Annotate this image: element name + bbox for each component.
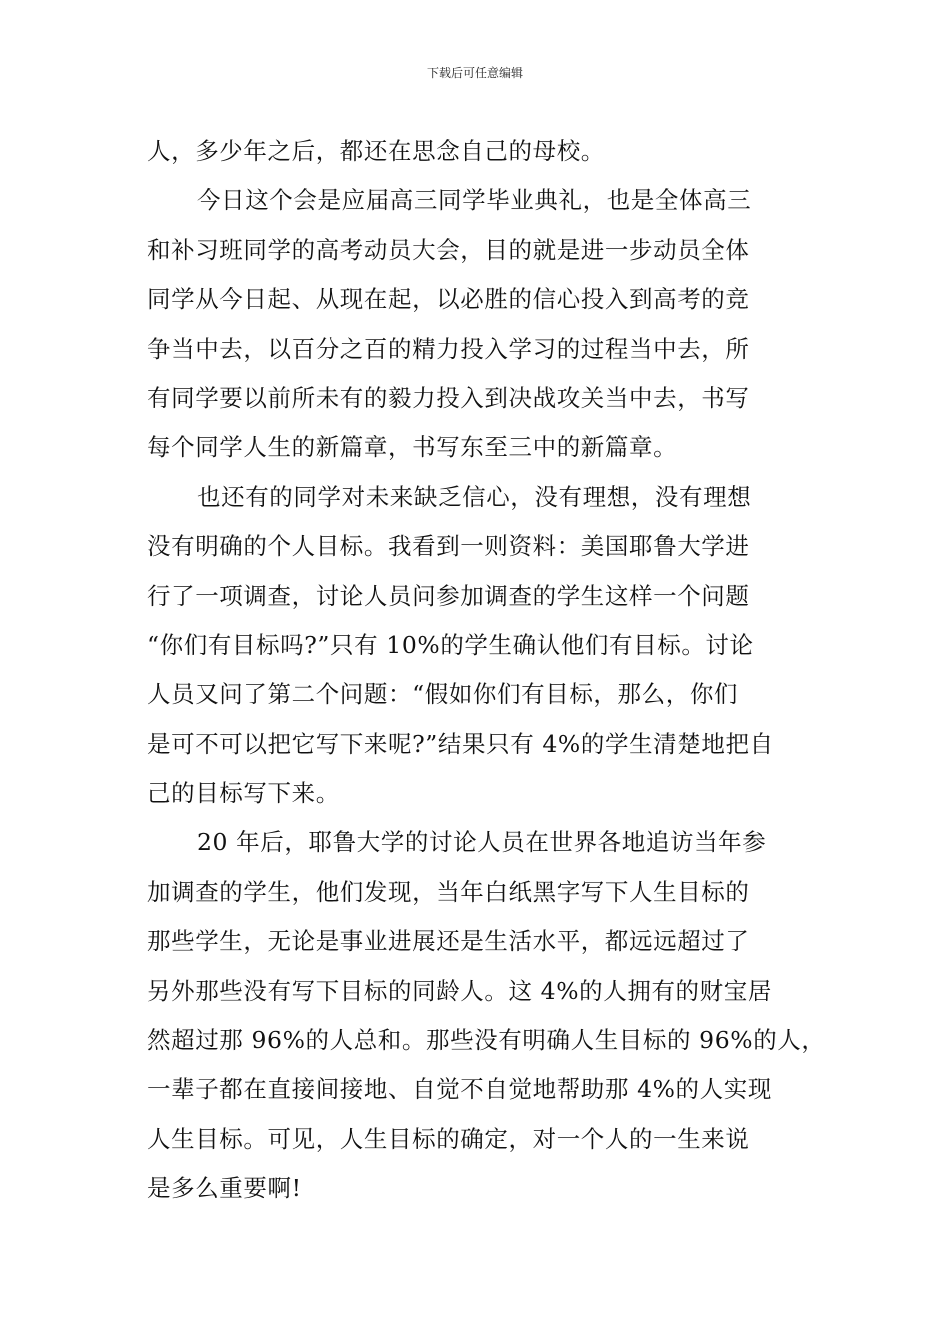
text-line: 人生目标。可见，人生目标的确定，对一个人的一生来说 (147, 1124, 750, 1153)
text-line: 人，多少年之后，都还在思念自己的母校。 (147, 137, 605, 165)
text-line: “你们有目标吗?”只有 10%的学生确认他们有目标。讨论 (147, 630, 754, 659)
text-line: 行了一项调查，讨论人员问参加调查的学生这样一个问题 (147, 581, 750, 610)
text-line: 己的目标写下来。 (147, 779, 340, 808)
text-line: 每个同学人生的新篇章，书写东至三中的新篇章。 (147, 433, 678, 462)
text-line: 没有明确的个人目标。我看到一则资料：美国耶鲁大学进 (147, 532, 750, 561)
paragraph-first-line: 今日这个会是应届高三同学毕业典礼，也是全体高三 (197, 186, 752, 215)
document-body (147, 127, 826, 1214)
text-line: 那些学生，无论是事业进展还是生活水平，都远远超过了 (147, 927, 750, 956)
text-line: 争当中去，以百分之百的精力投入学习的过程当中去，所 (147, 334, 750, 363)
text-line: 一辈子都在直接间接地、自觉不自觉地帮助那 4%的人实现 (147, 1075, 772, 1104)
paragraph-first-line: 20 年后，耶鲁大学的讨论人员在世界各地追访当年参 (197, 828, 767, 857)
text-line: 加调查的学生，他们发现，当年白纸黑字写下人生目标的 (147, 877, 750, 906)
text-line: 有同学要以前所未有的毅力投入到决战攻关当中去，书写 (147, 383, 750, 412)
text-line: 和补习班同学的高考动员大会，目的就是进一步动员全体 (147, 235, 750, 264)
text-line: 同学从今日起、从现在起，以必胜的信心投入到高考的竞 (147, 285, 750, 314)
text-line: 另外那些没有写下目标的同龄人。这 4%的人拥有的财宝居 (147, 976, 772, 1005)
text-line: 是多么重要啊! (147, 1174, 302, 1203)
page-header: 下载后可任意编辑 (426, 66, 523, 80)
paragraph-first-line: 也还有的同学对未来缺乏信心，没有理想，没有理想 (197, 482, 752, 511)
text-line: 人员又问了第二个问题：“假如你们有目标，那么，你们 (147, 680, 739, 709)
text-line: 然超过那 96%的人总和。那些没有明确人生目标的 96%的人， (147, 1026, 826, 1055)
text-line: 是可不可以把它写下来呢?”结果只有 4%的学生清楚地把自 (147, 729, 774, 758)
